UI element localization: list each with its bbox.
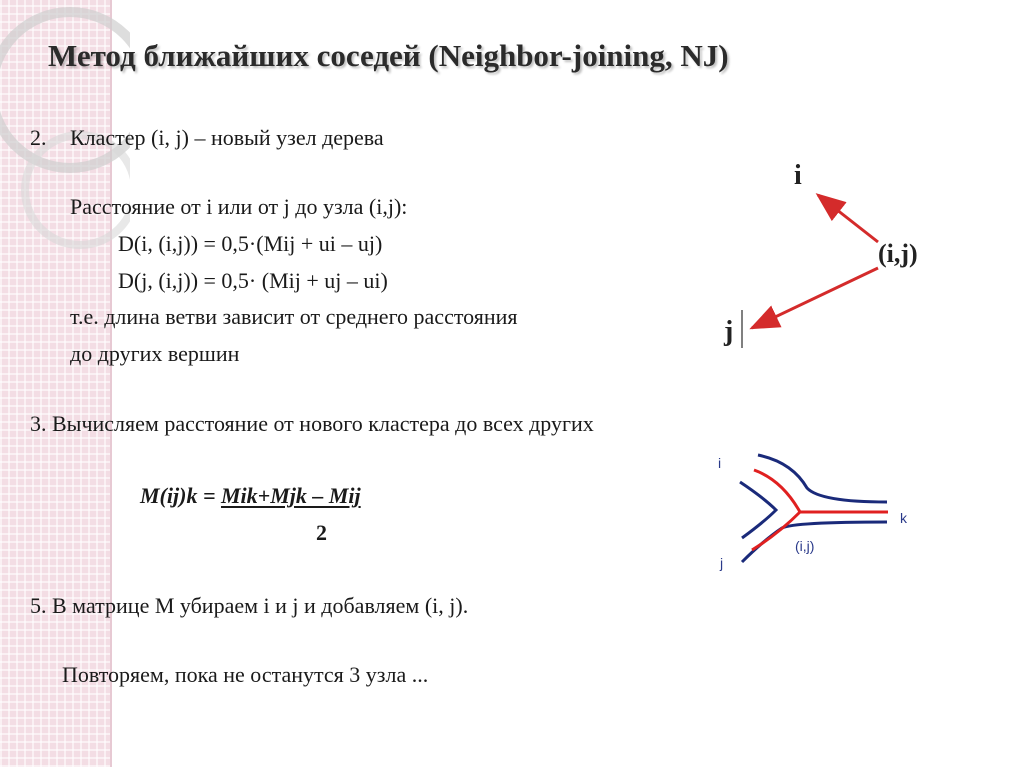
- repeat-text: Повторяем, пока не останутся 3 узла ...: [62, 662, 429, 687]
- diagram-top-label-j: j: [724, 316, 734, 347]
- diagram-bottom-label-k: k: [900, 510, 907, 526]
- step2-number: 2.: [30, 125, 47, 150]
- branch-note-line1: т.е. длина ветви зависит от среднего расстояния: [70, 304, 518, 329]
- distance-update-formula: [140, 485, 361, 507]
- formula-distance-i: D(i, (i,j)) = 0,5·(Mij + ui – uj): [118, 231, 383, 256]
- outer-branch-top: [758, 455, 887, 502]
- diagram-bottom-label-i: i: [718, 455, 722, 471]
- formula-numerator: Mik+Mjk – Mij: [220, 483, 361, 508]
- branch-merge-diagram: [712, 450, 932, 580]
- formula-lhs: M(ij)k =: [140, 483, 221, 508]
- decorative-ring-inner: [25, 135, 130, 245]
- arrow-to-i: [818, 195, 878, 242]
- diagram-bottom-label-j: j: [720, 555, 724, 571]
- node-arrows-diagram: [710, 150, 960, 360]
- diagram-top-label-i: i: [794, 160, 802, 191]
- step3-text: 3. Вычисляем расстояние от нового кластера до всех других: [30, 411, 594, 436]
- distance-heading: Расстояние от i или от j до узла (i,j):: [70, 194, 408, 219]
- step5-text: 5. В матрице М убираем i и j и добавляем (i, j).: [30, 593, 469, 618]
- branch-note-line2: до других вершин: [70, 341, 240, 366]
- formula-distance-j: D(j, (i,j)) = 0,5· (Mij + uj – ui): [118, 268, 388, 293]
- outer-branch-left: [740, 482, 776, 538]
- inner-red-top: [754, 470, 800, 512]
- step2-text: Кластер (i, j) – новый узел дерева: [70, 125, 384, 150]
- formula-denominator: 2: [316, 520, 327, 545]
- diagram-bottom-label-node: (i,j): [795, 538, 815, 554]
- arrow-to-j: [752, 268, 878, 328]
- diagram-top-label-node: (i,j): [878, 239, 918, 268]
- slide-title: Метод ближайших соседей (Neighbor-joining, NJ): [48, 38, 729, 73]
